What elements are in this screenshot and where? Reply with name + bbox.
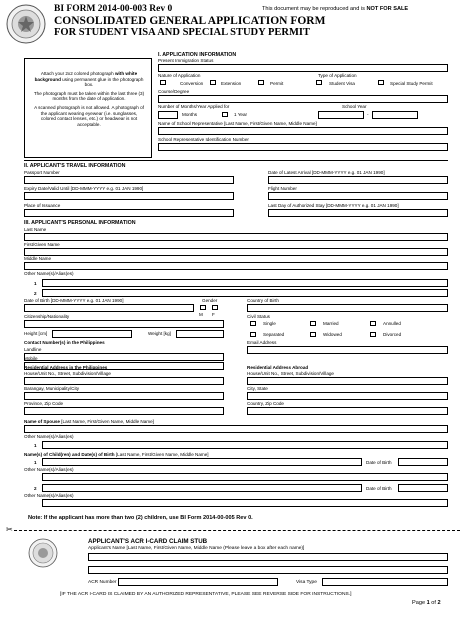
- present-status-label: Present Immigration Status: [158, 58, 214, 63]
- stub-visa-label: Visa Type: [296, 580, 317, 585]
- child-2-alias-field[interactable]: [42, 499, 448, 507]
- height-label: Height [cm]: [24, 331, 48, 336]
- stub-footer: [IF THE ACR I-CARD IS CLAIMED BY AN AUTHORIZED REPRESENTATIVE, PLEASE SEE REVERSE SIDE FOR INSTRUCTIONS.]: [60, 592, 352, 597]
- first-name-label: First/Given Name: [24, 242, 60, 247]
- form-code: BI FORM 2014-00-003 Rev 0: [54, 4, 173, 14]
- ssp-label: Special Study Permit: [390, 81, 433, 86]
- stub-name-label: Applicant's Name [Last Name, First/Given Name, Middle Name (Please leave a box after each name)]: [88, 546, 305, 551]
- gender-f-label: F: [212, 312, 215, 317]
- passport-label: Passport Number: [24, 170, 60, 175]
- spouse-aliases-label: Other Name(s)/Alias(es): [24, 434, 74, 439]
- school-year-label: School Year: [342, 104, 367, 109]
- city-state-field[interactable]: [247, 392, 448, 400]
- photo-instruction-1: Attach your 2x2 colored photograph with white background using permanent glue in the photograph box.: [34, 71, 144, 88]
- extension-label: Extension: [221, 81, 242, 86]
- type-label: Type of Application: [318, 73, 357, 78]
- course-field[interactable]: [158, 95, 448, 103]
- weight-field[interactable]: [176, 330, 224, 338]
- middle-name-label: Middle Name: [24, 256, 52, 261]
- school-year-to-field[interactable]: [372, 111, 418, 119]
- city-state-label: City, State: [247, 386, 268, 391]
- child-2-name-field[interactable]: [42, 484, 362, 492]
- height-field[interactable]: [52, 330, 132, 338]
- annulled-label: Annulled: [383, 321, 401, 326]
- last-name-field[interactable]: [24, 233, 448, 241]
- photo-instruction-3: A scanned photograph is not allowed. A photograph of the applicant wearing eyewear (i.e. sunglasses, colored contact lenses, etc.) or headwear is not acceptable.: [34, 104, 144, 127]
- dob-field[interactable]: [24, 304, 194, 312]
- page-number: Page 1 of 2: [412, 600, 441, 606]
- months-label: Months: [182, 112, 198, 117]
- first-name-field[interactable]: [24, 248, 448, 256]
- mobile-label: Mobile: [24, 356, 38, 361]
- expiry-field[interactable]: [24, 192, 234, 200]
- civil-status-label: Civil Status: [247, 314, 270, 319]
- single-label: Single: [263, 321, 276, 326]
- child-2-aliases-label: Other Name(s)/Alias(es): [24, 493, 74, 498]
- section-2-title: II. APPLICANT'S TRAVEL INFORMATION: [24, 163, 126, 169]
- child-2-number: 2: [34, 486, 37, 491]
- flight-label: Flight Number: [268, 186, 297, 191]
- cob-field[interactable]: [247, 304, 448, 312]
- nature-label: Nature of Application: [158, 73, 201, 78]
- house-ph-field[interactable]: [24, 377, 224, 385]
- student-visa-checkbox[interactable]: [316, 80, 322, 85]
- cut-line: [14, 530, 460, 531]
- conversion-checkbox[interactable]: [160, 80, 166, 85]
- flight-field[interactable]: [268, 192, 448, 200]
- province-label: Province, Zip Code: [24, 401, 64, 406]
- married-checkbox[interactable]: [310, 321, 316, 326]
- res-abroad-label: Residential Address Abroad: [247, 365, 309, 370]
- widowed-label: Widowed: [323, 332, 342, 337]
- separated-checkbox[interactable]: [250, 332, 256, 337]
- gender-m-label: M: [199, 312, 203, 317]
- alias-1-field[interactable]: [42, 279, 448, 287]
- conversion-label: Conversion: [180, 81, 204, 86]
- stub-visa-field[interactable]: [322, 578, 448, 586]
- annulled-checkbox[interactable]: [370, 321, 376, 326]
- last-stay-field[interactable]: [268, 209, 448, 217]
- dob-label: Date of Birth [DD-MMM-YYYY e.g. 01 JAN 1990]: [24, 298, 124, 303]
- contact-label: Contact Number(s) in the Philippines: [24, 340, 105, 345]
- months-applied-label: Number of Months/Year Applied for: [158, 104, 230, 109]
- section-1-title: I. APPLICATION INFORMATION: [158, 52, 237, 58]
- spouse-alias-1-number: 1: [34, 443, 37, 448]
- separated-label: Separated: [263, 332, 285, 337]
- child-2-dob-label: Date of Birth: [366, 486, 392, 491]
- issuance-label: Place of Issuance: [24, 203, 61, 208]
- last-stay-label: Last Day of Authorized Stay [DD-MMM-YYYY e.g. 01 JAN 1990]: [268, 203, 399, 208]
- reproduction-notice: [262, 6, 408, 12]
- passport-field[interactable]: [24, 176, 234, 184]
- one-year-checkbox[interactable]: [222, 112, 228, 117]
- one-year-label: 1 Year: [234, 112, 248, 117]
- aliases-label: Other Name(s)/Alias(es): [24, 271, 74, 276]
- barangay-label: Barangay, Municipality/City: [24, 386, 80, 391]
- house-abroad-label: House/Unit No., Street, Subdivision/Village: [247, 371, 334, 376]
- spouse-field[interactable]: [24, 425, 448, 433]
- gender-label: Gender: [202, 298, 218, 303]
- child-1-name-field[interactable]: [42, 458, 362, 466]
- email-field[interactable]: [247, 346, 448, 354]
- gender-m-checkbox[interactable]: [200, 305, 206, 310]
- last-name-label: Last Name: [24, 227, 47, 232]
- school-year-from-field[interactable]: [318, 111, 364, 119]
- school-rep-id-label: School Representative Identification Number: [158, 137, 249, 142]
- landline-label: Landline: [24, 347, 42, 352]
- weight-label: Weight [kg]: [148, 331, 171, 336]
- student-visa-label: Student Visa: [329, 81, 355, 86]
- bi-seal-logo: [6, 4, 46, 44]
- barangay-field[interactable]: [24, 392, 224, 400]
- school-rep-id-field[interactable]: [158, 143, 448, 151]
- child-1-alias-field[interactable]: [42, 473, 448, 481]
- alias-2-number: 2: [34, 291, 37, 296]
- stub-acr-field[interactable]: [118, 578, 278, 586]
- photo-instructions: [33, 71, 145, 127]
- latest-arrival-field[interactable]: [268, 176, 448, 184]
- permit-label: Permit: [270, 81, 284, 86]
- ssp-checkbox[interactable]: [378, 80, 384, 85]
- photo-box[interactable]: [24, 58, 152, 158]
- child-2-dob-field[interactable]: [398, 484, 448, 492]
- notice-text: This document may be reproduced and is: [262, 6, 367, 12]
- permit-checkbox[interactable]: [258, 80, 264, 85]
- stub-name-field[interactable]: [88, 553, 448, 561]
- province-field[interactable]: [24, 407, 224, 415]
- photo-instruction-2: The photograph must be taken within the last three (3) months from the date of application.: [33, 90, 145, 102]
- widowed-checkbox[interactable]: [310, 332, 316, 337]
- middle-name-field[interactable]: [24, 262, 448, 270]
- scissors-icon: ✂: [6, 525, 13, 534]
- latest-arrival-label: Date of Latest Arrival [DD-MMM-YYYY e.g. 01 JAN 1990]: [268, 170, 385, 175]
- form-title-2: FOR STUDENT VISA AND SPECIAL STUDY PERMIT: [54, 27, 310, 38]
- divorced-label: Divorced: [383, 332, 402, 337]
- children-note: Note: If the applicant has more than two (2) children, use BI Form 2014-00-005 Rev 0.: [28, 515, 253, 521]
- res-ph-label: Residential Address in the Philippines: [24, 365, 108, 370]
- landline-field[interactable]: [24, 353, 224, 361]
- spouse-label: Name of Spouse [Last Name, First/Given Name, Middle Name]: [24, 419, 154, 424]
- child-1-number: 1: [34, 460, 37, 465]
- divorced-checkbox[interactable]: [370, 332, 376, 337]
- alias-1-number: 1: [34, 281, 37, 286]
- extension-checkbox[interactable]: [210, 80, 216, 85]
- country-zip-label: Country, Zip Code: [247, 401, 284, 406]
- child-1-dob-field[interactable]: [398, 458, 448, 466]
- expiry-label: Expiry Date/Valid Until [DD-MMM-YYYY e.g. 01 JAN 1990]: [24, 186, 144, 191]
- country-zip-field[interactable]: [247, 407, 448, 415]
- children-label: Name(s) of Child(ren) and Date(s) of Birth [Last Name, First/Given Name, Middle Name]: [24, 452, 209, 457]
- cob-label: Country of Birth: [247, 298, 279, 303]
- section-3-title: III. APPLICANT'S PERSONAL INFORMATION: [24, 220, 136, 226]
- stub-seal-logo: [28, 538, 58, 568]
- gender-f-checkbox[interactable]: [212, 305, 218, 310]
- citizenship-label: Citizenship/Nationality: [24, 314, 70, 319]
- spouse-alias-1-field[interactable]: [42, 441, 448, 449]
- email-label: Email Address: [247, 340, 277, 345]
- stub-name-field-2[interactable]: [88, 566, 448, 574]
- child-1-aliases-label: Other Name(s)/Alias(es): [24, 467, 74, 472]
- single-checkbox[interactable]: [250, 321, 256, 326]
- not-for-sale: NOT FOR SALE: [366, 6, 409, 12]
- form-title-1: CONSOLIDATED GENERAL APPLICATION FORM: [54, 15, 326, 27]
- school-rep-label: Name of School Representative [Last Name, First/Given Name, Middle Name]: [158, 121, 317, 126]
- married-label: Married: [323, 321, 339, 326]
- issuance-field[interactable]: [24, 209, 234, 217]
- stub-title: APPLICANT'S ACR I-CARD CLAIM STUB: [88, 538, 208, 545]
- divider: [24, 160, 448, 161]
- house-abroad-field[interactable]: [247, 377, 448, 385]
- present-status-field[interactable]: [158, 64, 448, 72]
- school-rep-field[interactable]: [158, 127, 448, 135]
- school-year-dash: -: [367, 112, 369, 117]
- alias-2-field[interactable]: [42, 289, 448, 297]
- house-ph-label: House/Unit No., Street, Subdivision/Village: [24, 371, 111, 376]
- stub-acr-label: ACR Number: [88, 580, 117, 585]
- citizenship-field[interactable]: [24, 320, 224, 328]
- child-1-dob-label: Date of Birth: [366, 460, 392, 465]
- months-field[interactable]: [158, 111, 178, 119]
- course-label: Course/Degree: [158, 89, 190, 94]
